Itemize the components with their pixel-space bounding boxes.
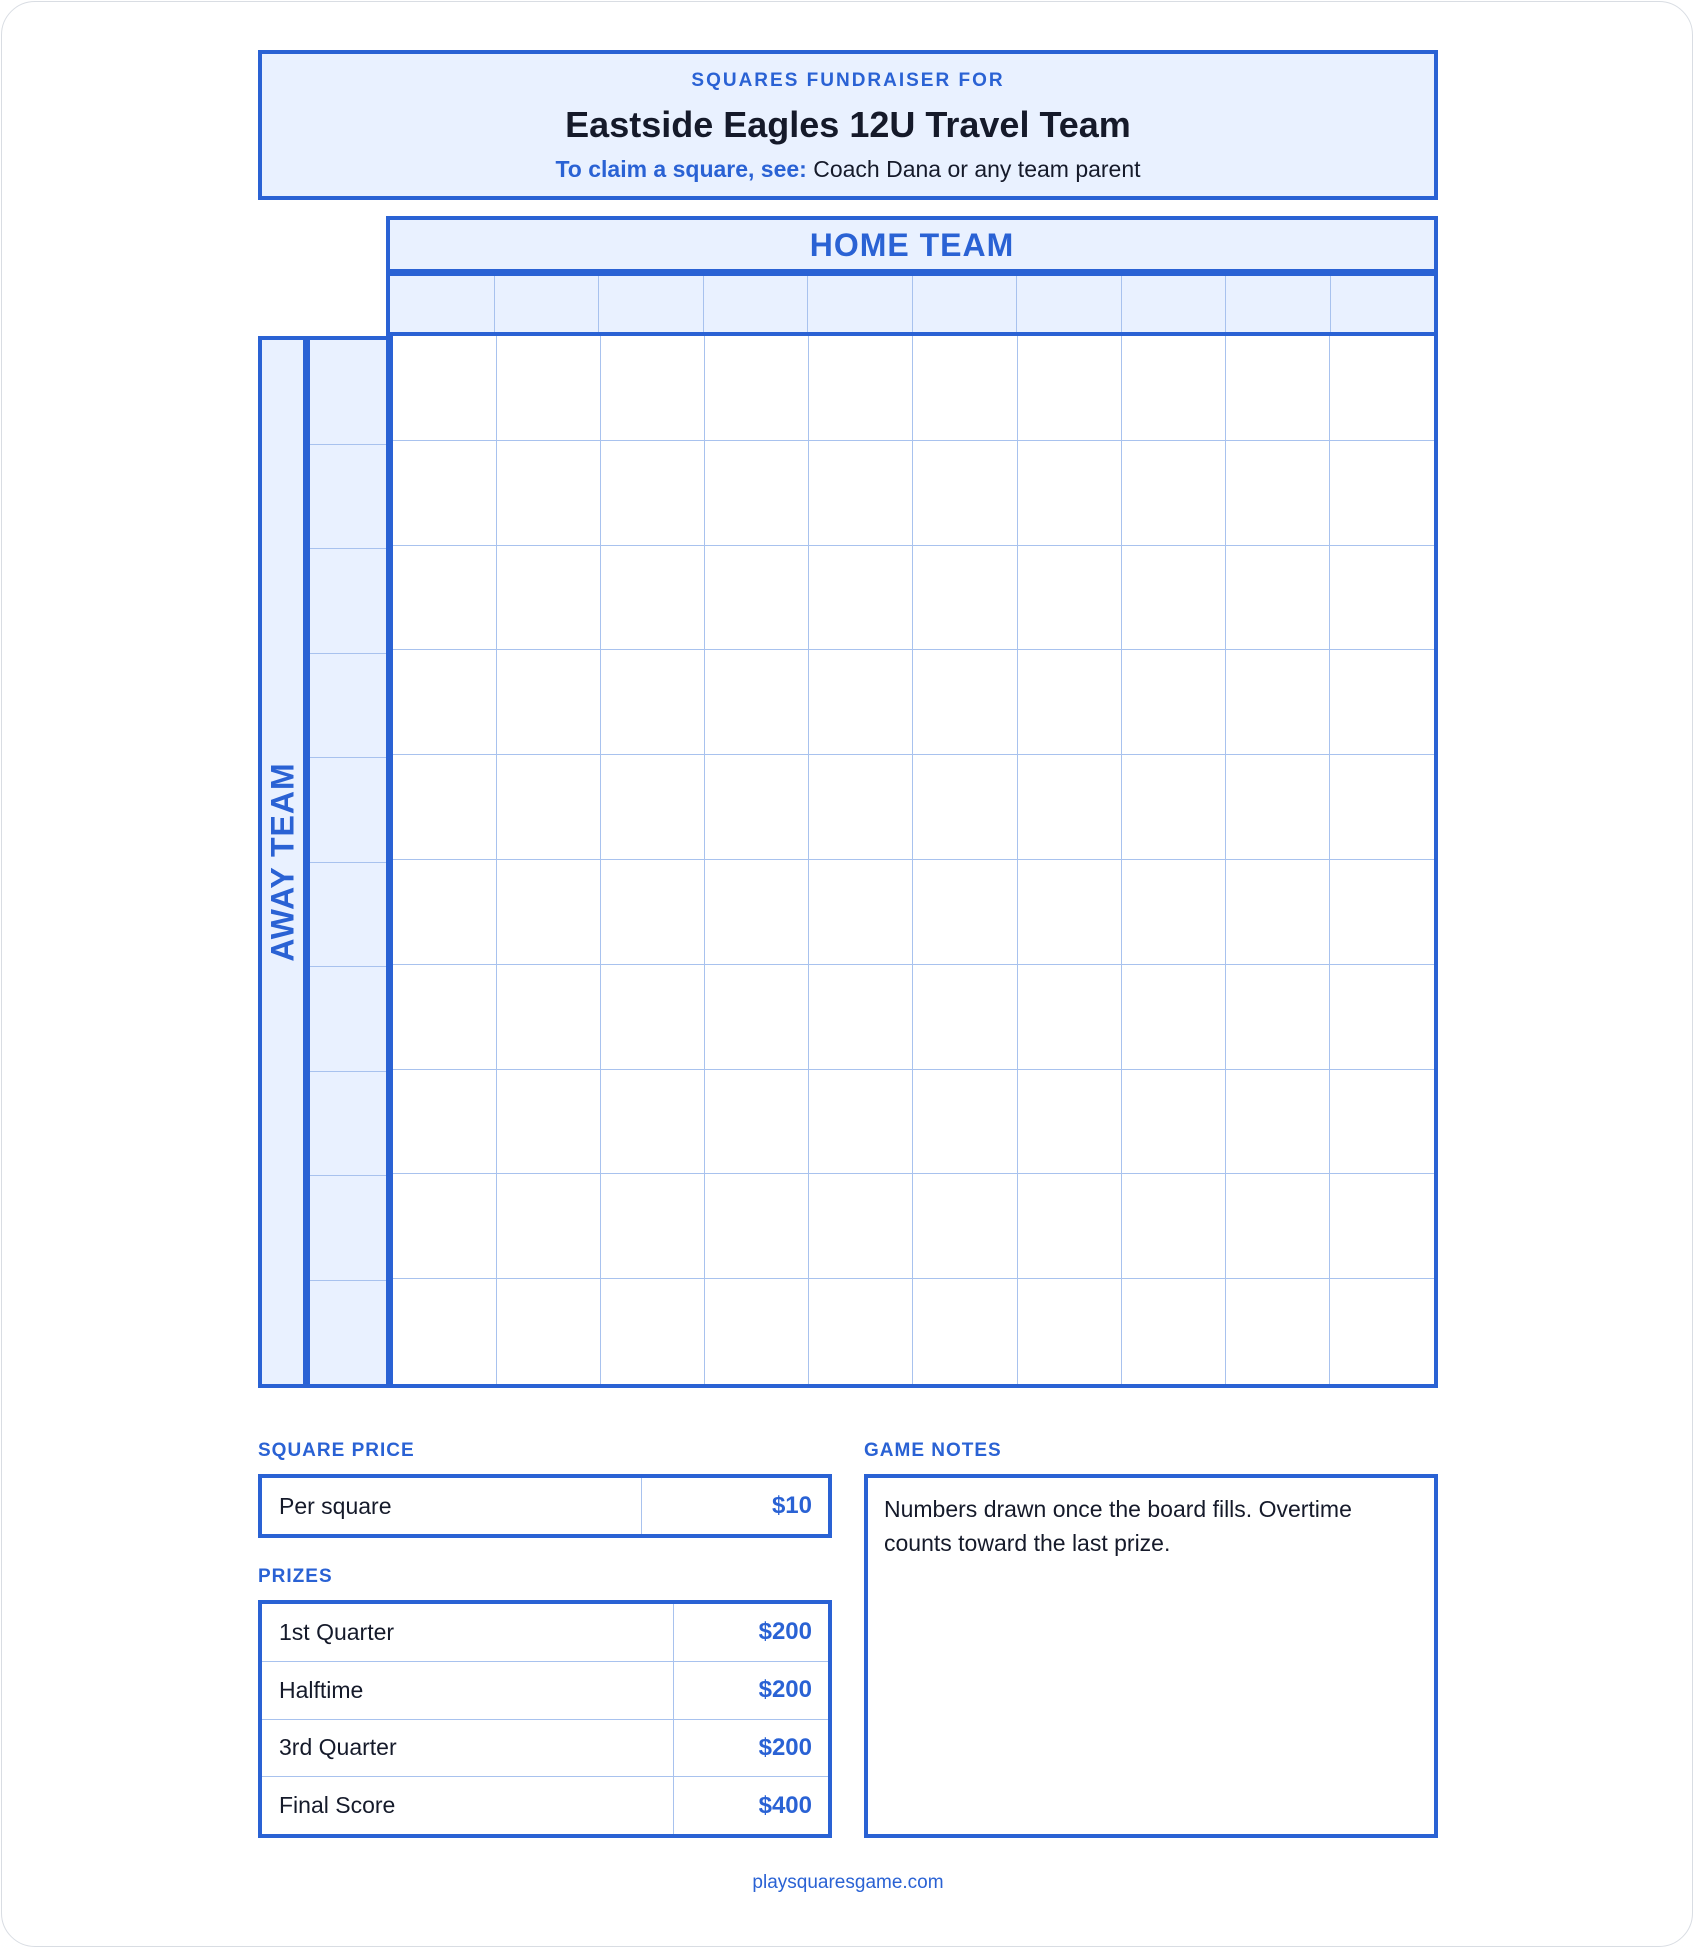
square-cell[interactable] [913, 1279, 1017, 1384]
square-cell[interactable] [705, 546, 809, 651]
square-cell[interactable] [705, 965, 809, 1070]
square-cell[interactable] [705, 755, 809, 860]
square-cell[interactable] [1330, 546, 1434, 651]
square-cell[interactable] [497, 1279, 601, 1384]
square-cell[interactable] [1226, 755, 1330, 860]
square-cell[interactable] [1122, 441, 1226, 546]
game-notes-text: Numbers drawn once the board fills. Overtime counts toward the last prize. [884, 1496, 1352, 1556]
square-cell[interactable] [1018, 441, 1122, 546]
prize-amount: $400 [758, 1791, 812, 1819]
square-cell[interactable] [913, 650, 1017, 755]
prize-amount: $200 [758, 1618, 812, 1646]
square-cell[interactable] [705, 336, 809, 441]
claim-line [262, 156, 1434, 183]
prize-label: Final Score [262, 1777, 674, 1834]
square-cell[interactable] [913, 1174, 1017, 1279]
prize-label: Halftime [262, 1662, 674, 1719]
prizes-table [258, 1600, 832, 1838]
prize-label: 1st Quarter [262, 1604, 674, 1661]
home-number-cell [1331, 276, 1435, 336]
square-cell[interactable] [1018, 860, 1122, 965]
square-cell[interactable] [497, 650, 601, 755]
square-cell[interactable] [705, 1279, 809, 1384]
square-cell[interactable] [393, 965, 497, 1070]
square-cell[interactable] [705, 1070, 809, 1175]
square-cell[interactable] [393, 1279, 497, 1384]
square-cell[interactable] [705, 441, 809, 546]
away-number-cell [310, 654, 386, 759]
square-cell[interactable] [809, 860, 913, 965]
game-notes-box [864, 1474, 1438, 1838]
prize-row [262, 1662, 828, 1720]
square-cell[interactable] [1018, 336, 1122, 441]
header-box [258, 50, 1438, 200]
price-label: Per square [262, 1478, 642, 1534]
square-cell[interactable] [601, 650, 705, 755]
away-team-banner [258, 336, 310, 1388]
square-cell[interactable] [705, 860, 809, 965]
square-cell[interactable] [497, 965, 601, 1070]
square-cell[interactable] [1122, 1279, 1226, 1384]
square-cell[interactable] [1018, 650, 1122, 755]
square-cell[interactable] [1226, 650, 1330, 755]
home-number-cell [390, 276, 495, 336]
home-number-cell [808, 276, 913, 336]
square-cell[interactable] [809, 441, 913, 546]
away-number-cell [310, 758, 386, 863]
prize-row [262, 1777, 828, 1834]
square-cell[interactable] [601, 1174, 705, 1279]
square-cell[interactable] [809, 546, 913, 651]
square-cell[interactable] [1330, 1279, 1434, 1384]
square-cell[interactable] [601, 336, 705, 441]
square-cell[interactable] [497, 1174, 601, 1279]
square-cell[interactable] [1122, 860, 1226, 965]
square-cell[interactable] [393, 441, 497, 546]
square-cell[interactable] [393, 650, 497, 755]
square-cell[interactable] [1018, 1070, 1122, 1175]
square-cell[interactable] [1330, 965, 1434, 1070]
square-cell[interactable] [601, 755, 705, 860]
square-cell[interactable] [1226, 546, 1330, 651]
home-number-cell [495, 276, 600, 336]
away-number-cell [310, 1176, 386, 1281]
square-cell[interactable] [913, 965, 1017, 1070]
square-cell[interactable] [809, 1279, 913, 1384]
footer-link[interactable]: playsquaresgame.com [752, 1872, 944, 1893]
square-cell[interactable] [1122, 1070, 1226, 1175]
square-price-table [258, 1474, 832, 1538]
home-team-banner: HOME TEAM [386, 216, 1438, 276]
home-number-row [386, 276, 1438, 336]
square-cell[interactable] [601, 441, 705, 546]
away-number-cell [310, 1072, 386, 1177]
square-cell[interactable] [497, 1070, 601, 1175]
square-cell[interactable] [497, 546, 601, 651]
square-cell[interactable] [1122, 965, 1226, 1070]
away-number-column [310, 336, 386, 1388]
claim-contact: Coach Dana or any team parent [813, 156, 1141, 182]
square-cell[interactable] [809, 1070, 913, 1175]
square-cell[interactable] [1330, 860, 1434, 965]
square-cell[interactable] [1330, 336, 1434, 441]
home-number-cell [1017, 276, 1122, 336]
square-cell[interactable] [1122, 1174, 1226, 1279]
square-cell[interactable] [497, 860, 601, 965]
square-cell[interactable] [1122, 755, 1226, 860]
claim-label: To claim a square, see: [555, 156, 807, 182]
away-number-cell [310, 863, 386, 968]
home-number-cell [1122, 276, 1227, 336]
square-cell[interactable] [601, 1070, 705, 1175]
away-number-cell [310, 967, 386, 1072]
home-number-cell [913, 276, 1018, 336]
square-cell[interactable] [601, 546, 705, 651]
square-cell[interactable] [1330, 1070, 1434, 1175]
square-cell[interactable] [1122, 336, 1226, 441]
square-cell[interactable] [393, 860, 497, 965]
squares-grid [386, 332, 1438, 1388]
square-cell[interactable] [1330, 1174, 1434, 1279]
home-number-cell [1226, 276, 1331, 336]
square-cell[interactable] [809, 755, 913, 860]
away-number-cell [310, 1281, 386, 1385]
away-number-cell [310, 445, 386, 550]
game-notes-heading: GAME NOTES [864, 1440, 1002, 1461]
square-cell[interactable] [705, 1174, 809, 1279]
square-cell[interactable] [1330, 650, 1434, 755]
away-number-cell [310, 549, 386, 654]
home-number-cell [599, 276, 704, 336]
square-cell[interactable] [393, 546, 497, 651]
square-cell[interactable] [913, 1070, 1017, 1175]
square-cell[interactable] [809, 1174, 913, 1279]
square-cell[interactable] [1122, 650, 1226, 755]
square-cell[interactable] [497, 336, 601, 441]
square-cell[interactable] [913, 336, 1017, 441]
square-cell[interactable] [601, 1279, 705, 1384]
prize-row [262, 1720, 828, 1778]
prize-row [262, 1604, 828, 1662]
square-cell[interactable] [1018, 965, 1122, 1070]
square-cell[interactable] [1226, 1174, 1330, 1279]
prize-label: 3rd Quarter [262, 1720, 674, 1777]
square-cell[interactable] [497, 755, 601, 860]
square-cell[interactable] [1226, 336, 1330, 441]
square-cell[interactable] [913, 755, 1017, 860]
page-title: Eastside Eagles 12U Travel Team [565, 104, 1131, 145]
square-cell[interactable] [1330, 755, 1434, 860]
square-cell[interactable] [1018, 755, 1122, 860]
square-cell[interactable] [393, 336, 497, 441]
square-cell[interactable] [393, 1174, 497, 1279]
square-cell[interactable] [1018, 1174, 1122, 1279]
price-value: $10 [771, 1492, 812, 1519]
away-team-label: AWAY TEAM [264, 762, 300, 962]
square-cell[interactable] [1330, 441, 1434, 546]
square-cell[interactable] [1226, 1070, 1330, 1175]
square-cell[interactable] [1122, 546, 1226, 651]
square-cell[interactable] [705, 650, 809, 755]
prizes-heading: PRIZES [258, 1566, 333, 1587]
square-cell[interactable] [1226, 860, 1330, 965]
home-number-cell [704, 276, 809, 336]
square-cell[interactable] [1226, 441, 1330, 546]
square-cell[interactable] [497, 441, 601, 546]
away-number-cell [310, 340, 386, 445]
square-cell[interactable] [809, 965, 913, 1070]
header-eyebrow: SQUARES FUNDRAISER FOR [691, 70, 1005, 91]
square-cell[interactable] [1226, 1279, 1330, 1384]
square-price-heading: SQUARE PRICE [258, 1440, 415, 1461]
square-cell[interactable] [1018, 1279, 1122, 1384]
square-cell[interactable] [809, 336, 913, 441]
square-cell[interactable] [1226, 965, 1330, 1070]
square-cell[interactable] [913, 546, 1017, 651]
square-cell[interactable] [393, 1070, 497, 1175]
square-cell[interactable] [601, 860, 705, 965]
prize-amount: $200 [758, 1676, 812, 1704]
square-cell[interactable] [809, 650, 913, 755]
square-cell[interactable] [913, 860, 1017, 965]
square-cell[interactable] [393, 755, 497, 860]
square-cell[interactable] [601, 965, 705, 1070]
square-cell[interactable] [1018, 546, 1122, 651]
prize-amount: $200 [758, 1733, 812, 1761]
square-cell[interactable] [913, 441, 1017, 546]
